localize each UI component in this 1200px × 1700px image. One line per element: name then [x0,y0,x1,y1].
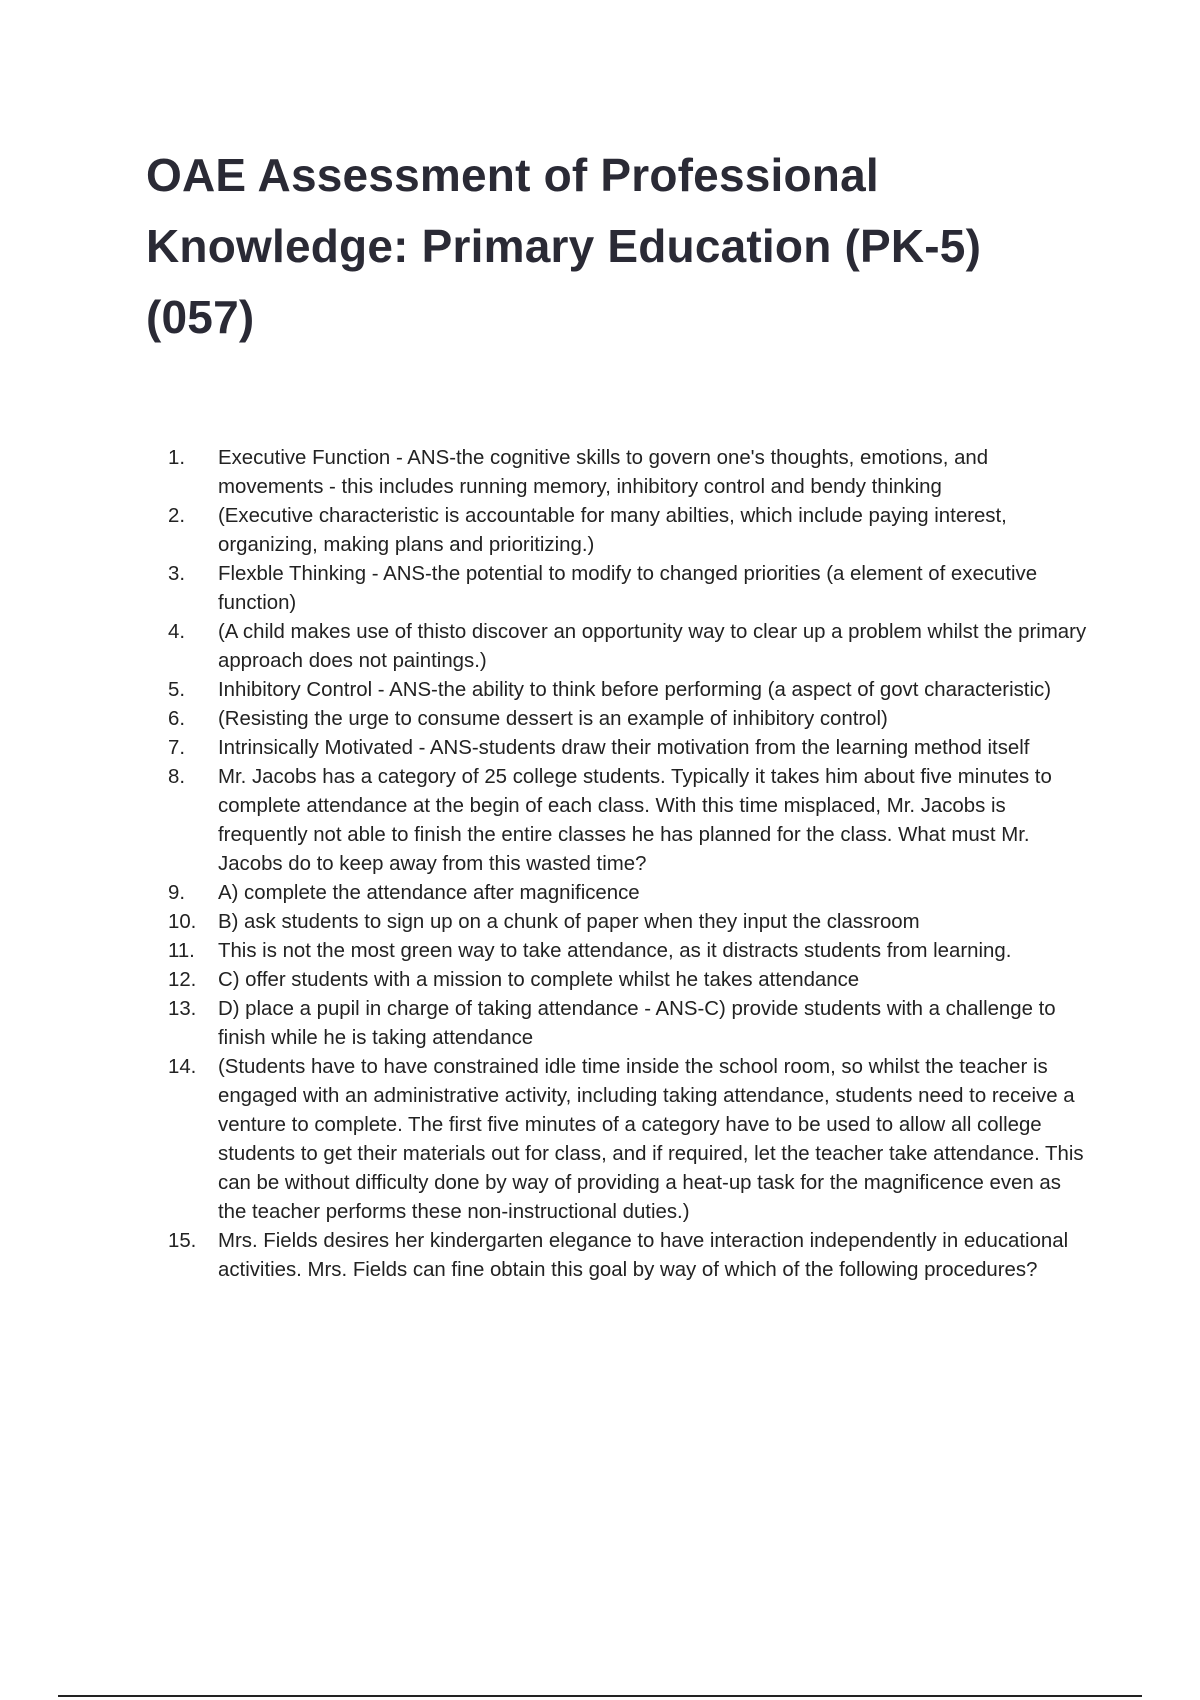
item-text: C) offer students with a mission to complete whilst he takes attendance [218,969,860,991]
item-text: (Resisting the urge to consume dessert is an example of inhibitory control) [218,708,888,730]
list-item [0,1227,1200,1285]
item-text: (A child makes use of thisto discover an opportunity way to clear up a problem whilst the primary approach does not paintings.) [218,621,1087,672]
item-number: 7. [168,737,186,759]
item-number: 2. [168,505,186,527]
list-item [0,937,1200,966]
item-text: Flexble Thinking - ANS-the potential to modify to changed priorities (a element of executive function) [218,563,1038,614]
item-number: 10. [168,911,197,933]
item-number: 8. [168,766,186,788]
list-item [0,879,1200,908]
item-text: Mr. Jacobs has a category of 25 college students. Typically it takes him about five minutes to complete attendance at the begin of each class. With this time misplaced, Mr. Jacobs is frequently not able to finish the entire classes he has planned for the class. What must Mr. Jacobs do to keep away from this wasted time? [218,766,1052,875]
bottom-divider [58,1695,1142,1697]
item-text: B) ask students to sign up on a chunk of paper when they input the classroom [218,911,920,933]
document-title: OAE Assessment of Professional Knowledge: Primary Education (PK-5) (057) [146,149,982,343]
list-item [0,734,1200,763]
list-item [0,618,1200,676]
item-number: 12. [168,969,197,991]
list-item [0,995,1200,1053]
item-text: (Executive characteristic is accountable for many abilties, which include paying interest, organizing, making plans and prioritizing.) [218,505,1007,556]
list-item [0,763,1200,879]
list-item [0,676,1200,705]
item-text: This is not the most green way to take attendance, as it distracts students from learning. [218,940,1012,962]
item-text: (Students have to have constrained idle time inside the school room, so whilst the teacher is engaged with an administrative activity, including taking attendance, students need to receive a venture to complete. The first five minutes of a category have to be used to allow all college students to get their materials out for class, and if required, let the teacher take attendance. This can be without difficulty done by way of providing a heat-up task for the magnificence even as the teacher performs these non-instructional duties.) [218,1056,1084,1223]
item-number: 3. [168,563,186,585]
item-number: 9. [168,882,186,904]
list-item [0,560,1200,618]
item-text: Executive Function - ANS-the cognitive skills to govern one's thoughts, emotions, and movements - this includes running memory, inhibitory control and bendy thinking [218,447,989,498]
list-item [0,908,1200,937]
item-number: 15. [168,1230,197,1252]
item-text: A) complete the attendance after magnificence [218,882,640,904]
item-number: 11. [168,940,195,962]
item-number: 6. [168,708,186,730]
list-item [0,502,1200,560]
item-number: 5. [168,679,186,701]
list-item [0,444,1200,502]
list-item [0,1053,1200,1227]
list-item [0,705,1200,734]
item-text: Intrinsically Motivated - ANS-students draw their motivation from the learning method itself [218,737,1030,759]
item-number: 1. [168,447,186,469]
item-number: 13. [168,998,197,1020]
numbered-list [0,444,1200,1285]
item-number: 4. [168,621,186,643]
item-text: D) place a pupil in charge of taking attendance - ANS-C) provide students with a challenge to finish while he is taking attendance [218,998,1056,1049]
item-number: 14. [168,1056,197,1078]
item-text: Inhibitory Control - ANS-the ability to think before performing (a aspect of govt characteristic) [218,679,1051,701]
item-text: Mrs. Fields desires her kindergarten elegance to have interaction independently in educational activities. Mrs. Fields can fine obtain this goal by way of which of the following procedures? [218,1230,1069,1281]
list-item [0,966,1200,995]
